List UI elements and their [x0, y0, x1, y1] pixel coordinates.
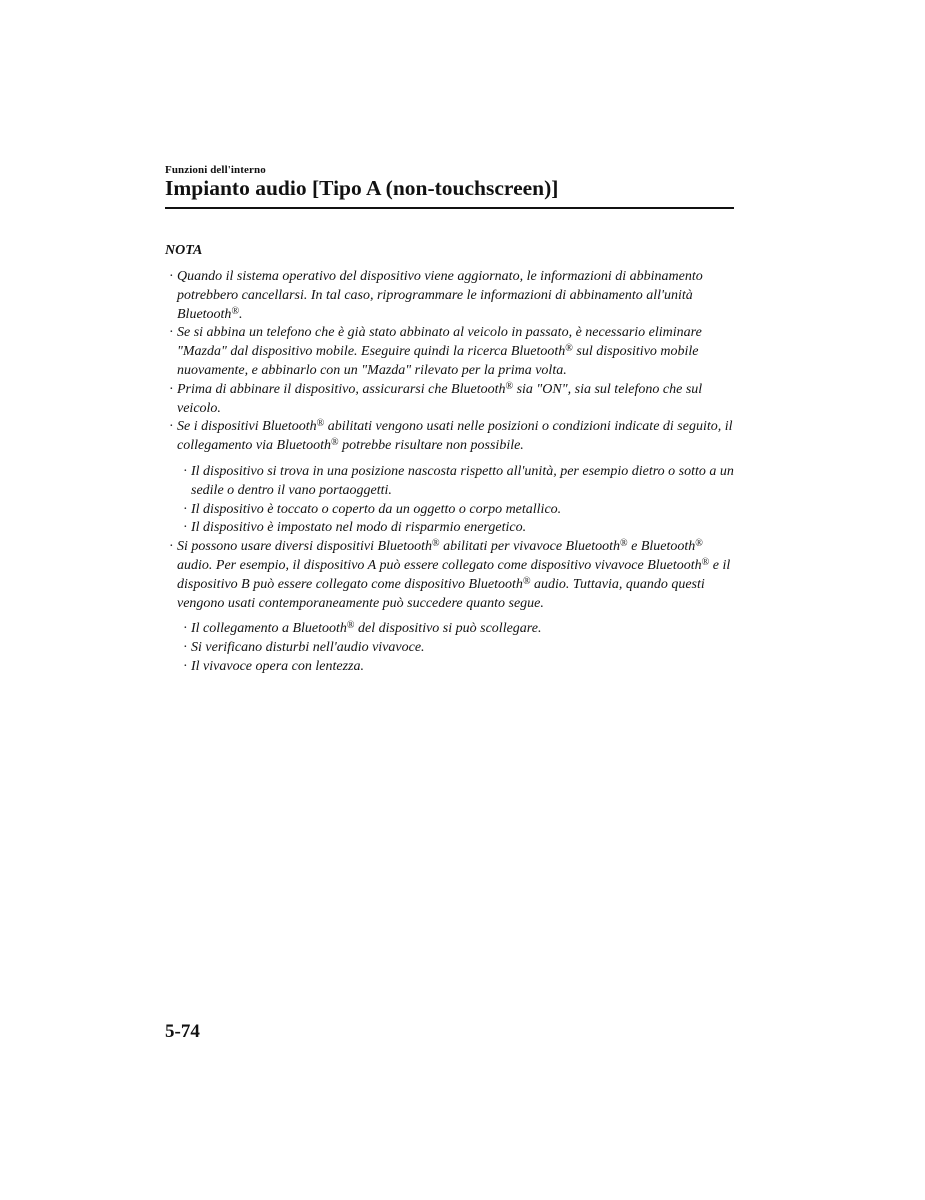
bullet-icon: ·	[183, 463, 188, 479]
bullet-icon: ·	[169, 269, 174, 284]
note-item: · Si possono usare diversi dispositivi Bluetooth® abilitati per vivavoce Bluetooth® e Bluetooth® audio. Per esempio, il dispositivo A può essere collegato come dispositivo vivavoce Bluetooth® e il dispositivo B può essere collegato come dispositivo Bluetooth® audio. Tuttavia, quando questi vengono usati contemporaneamente può succedere quanto segue.	[169, 538, 731, 611]
note-item: · Quando il sistema operativo del dispositivo viene aggiornato, le informazioni di abbinamento potrebbero cancellarsi. In tal caso, riprogrammare le informazioni di abbinamento all'unità Bluetooth®.	[169, 269, 703, 322]
bullet-icon: ·	[183, 501, 188, 517]
note-subitem: · Il dispositivo è impostato nel modo di risparmio energetico.	[165, 519, 740, 538]
bullet-icon: ·	[183, 640, 188, 656]
bullet-icon: ·	[169, 419, 174, 435]
title-divider	[165, 207, 734, 209]
bullet-icon: ·	[183, 520, 188, 536]
note-list	[165, 268, 740, 677]
bullet-icon: ·	[183, 621, 188, 637]
note-sublist	[165, 463, 740, 538]
bullet-icon: ·	[169, 539, 174, 555]
note-item: · Prima di abbinare il dispositivo, assicurarsi che Bluetooth® sia "ON", sia sul telefono che sul veicolo.	[169, 380, 703, 416]
bullet-icon: ·	[183, 658, 188, 674]
note-item: · Se i dispositivi Bluetooth® abilitati vengono usati nelle posizioni o condizioni indicate di seguito, il collegamento via Bluetooth® potrebbe risultare non possibile.	[169, 418, 733, 454]
page-title: Impianto audio [Tipo A (non-touchscreen)]	[165, 176, 559, 200]
note-subitem: · Il vivavoce opera con lentezza.	[165, 658, 740, 677]
note-subitem: · Il dispositivo è toccato o coperto da un oggetto o corpo metallico.	[165, 501, 740, 520]
note-sublist	[165, 620, 740, 676]
bullet-icon: ·	[169, 381, 174, 397]
note-subitem: · Il dispositivo si trova in una posizione nascosta rispetto all'unità, per esempio dietro o sotto a un sedile o dentro il vano portaoggetti.	[183, 463, 734, 498]
note-item: · Se si abbina un telefono che è già stato abbinato al veicolo in passato, è necessario eliminare "Mazda" dal dispositivo mobile. Eseguire quindi la ricerca Bluetooth® sul dispositivo mobile nuovamente, e abbinarlo con un "Mazda" rilevato per la prima volta.	[169, 325, 702, 378]
note-label: NOTA	[165, 243, 203, 258]
note-subitem: · Si verificano disturbi nell'audio vivavoce.	[165, 639, 740, 658]
bullet-icon: ·	[169, 325, 174, 341]
note-subitem: · Il collegamento a Bluetooth® del dispositivo si può scollegare.	[165, 620, 740, 639]
section-header: Funzioni dell'interno	[165, 164, 266, 176]
page-number: 5-74	[165, 1021, 200, 1042]
